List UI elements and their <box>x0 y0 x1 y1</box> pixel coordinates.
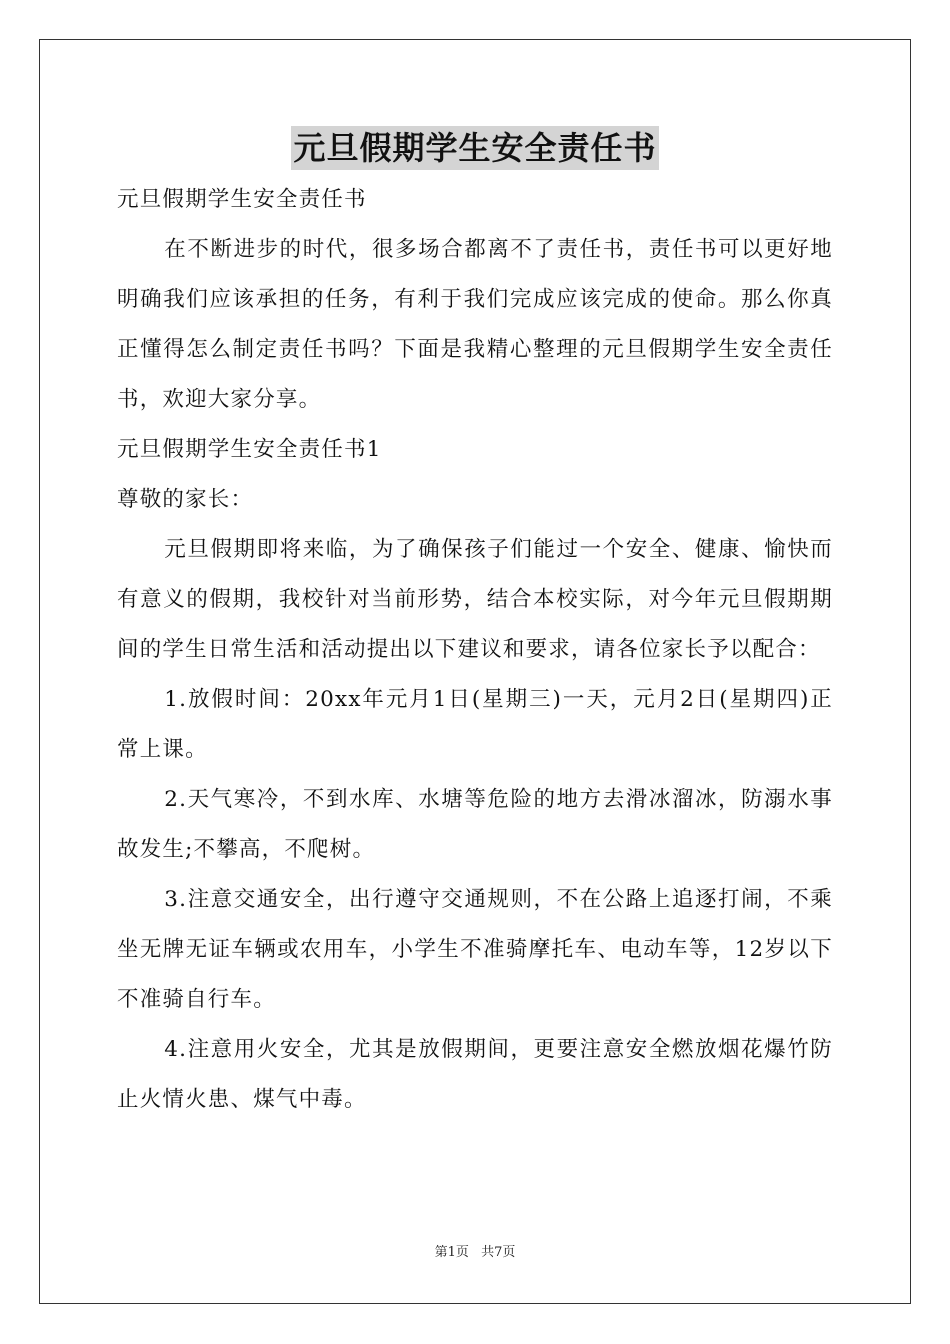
page-number: 第1页 <box>434 1245 469 1260</box>
document-title: 元旦假期学生安全责任书 <box>291 126 658 170</box>
salutation: 尊敬的家长： <box>117 487 254 512</box>
subtitle-paragraph: 元旦假期学生安全责任书 <box>117 187 367 212</box>
body-paragraph: 元旦假期即将来临，为了确保孩子们能过一个安全、健康、愉快而有意义的假期，我校针对当前形势，结合本校实际，对今年元旦假期期间的学生日常生活和活动提出以下建议和要求，请各位家长予以配合： <box>117 537 833 662</box>
list-item: 3.注意交通安全，出行遵守交通规则，不在公路上追逐打闹，不乘坐无牌无证车辆或农用车，小学生不准骑摩托车、电动车等，12岁以下不准骑自行车。 <box>117 887 833 1012</box>
page-footer <box>0 1244 950 1262</box>
document-body <box>117 175 833 1125</box>
list-item: 1.放假时间：20xx年元月1日(星期三)一天，元月2日(星期四)正常上课。 <box>117 687 833 762</box>
section-heading: 元旦假期学生安全责任书1 <box>117 437 382 462</box>
intro-paragraph: 在不断进步的时代，很多场合都离不了责任书，责任书可以更好地明确我们应该承担的任务，有利于我们完成应该完成的使命。那么你真正懂得怎么制定责任书吗？下面是我精心整理的元旦假期学生安全责任书，欢迎大家分享。 <box>117 237 833 412</box>
page-total: 共7页 <box>481 1245 516 1260</box>
list-item: 4.注意用火安全，尤其是放假期间，更要注意安全燃放烟花爆竹防止火情火患、煤气中毒。 <box>117 1037 833 1112</box>
title-container <box>0 126 950 170</box>
list-item: 2.天气寒冷，不到水库、水塘等危险的地方去滑冰溜冰，防溺水事故发生;不攀高，不爬树。 <box>117 787 833 862</box>
